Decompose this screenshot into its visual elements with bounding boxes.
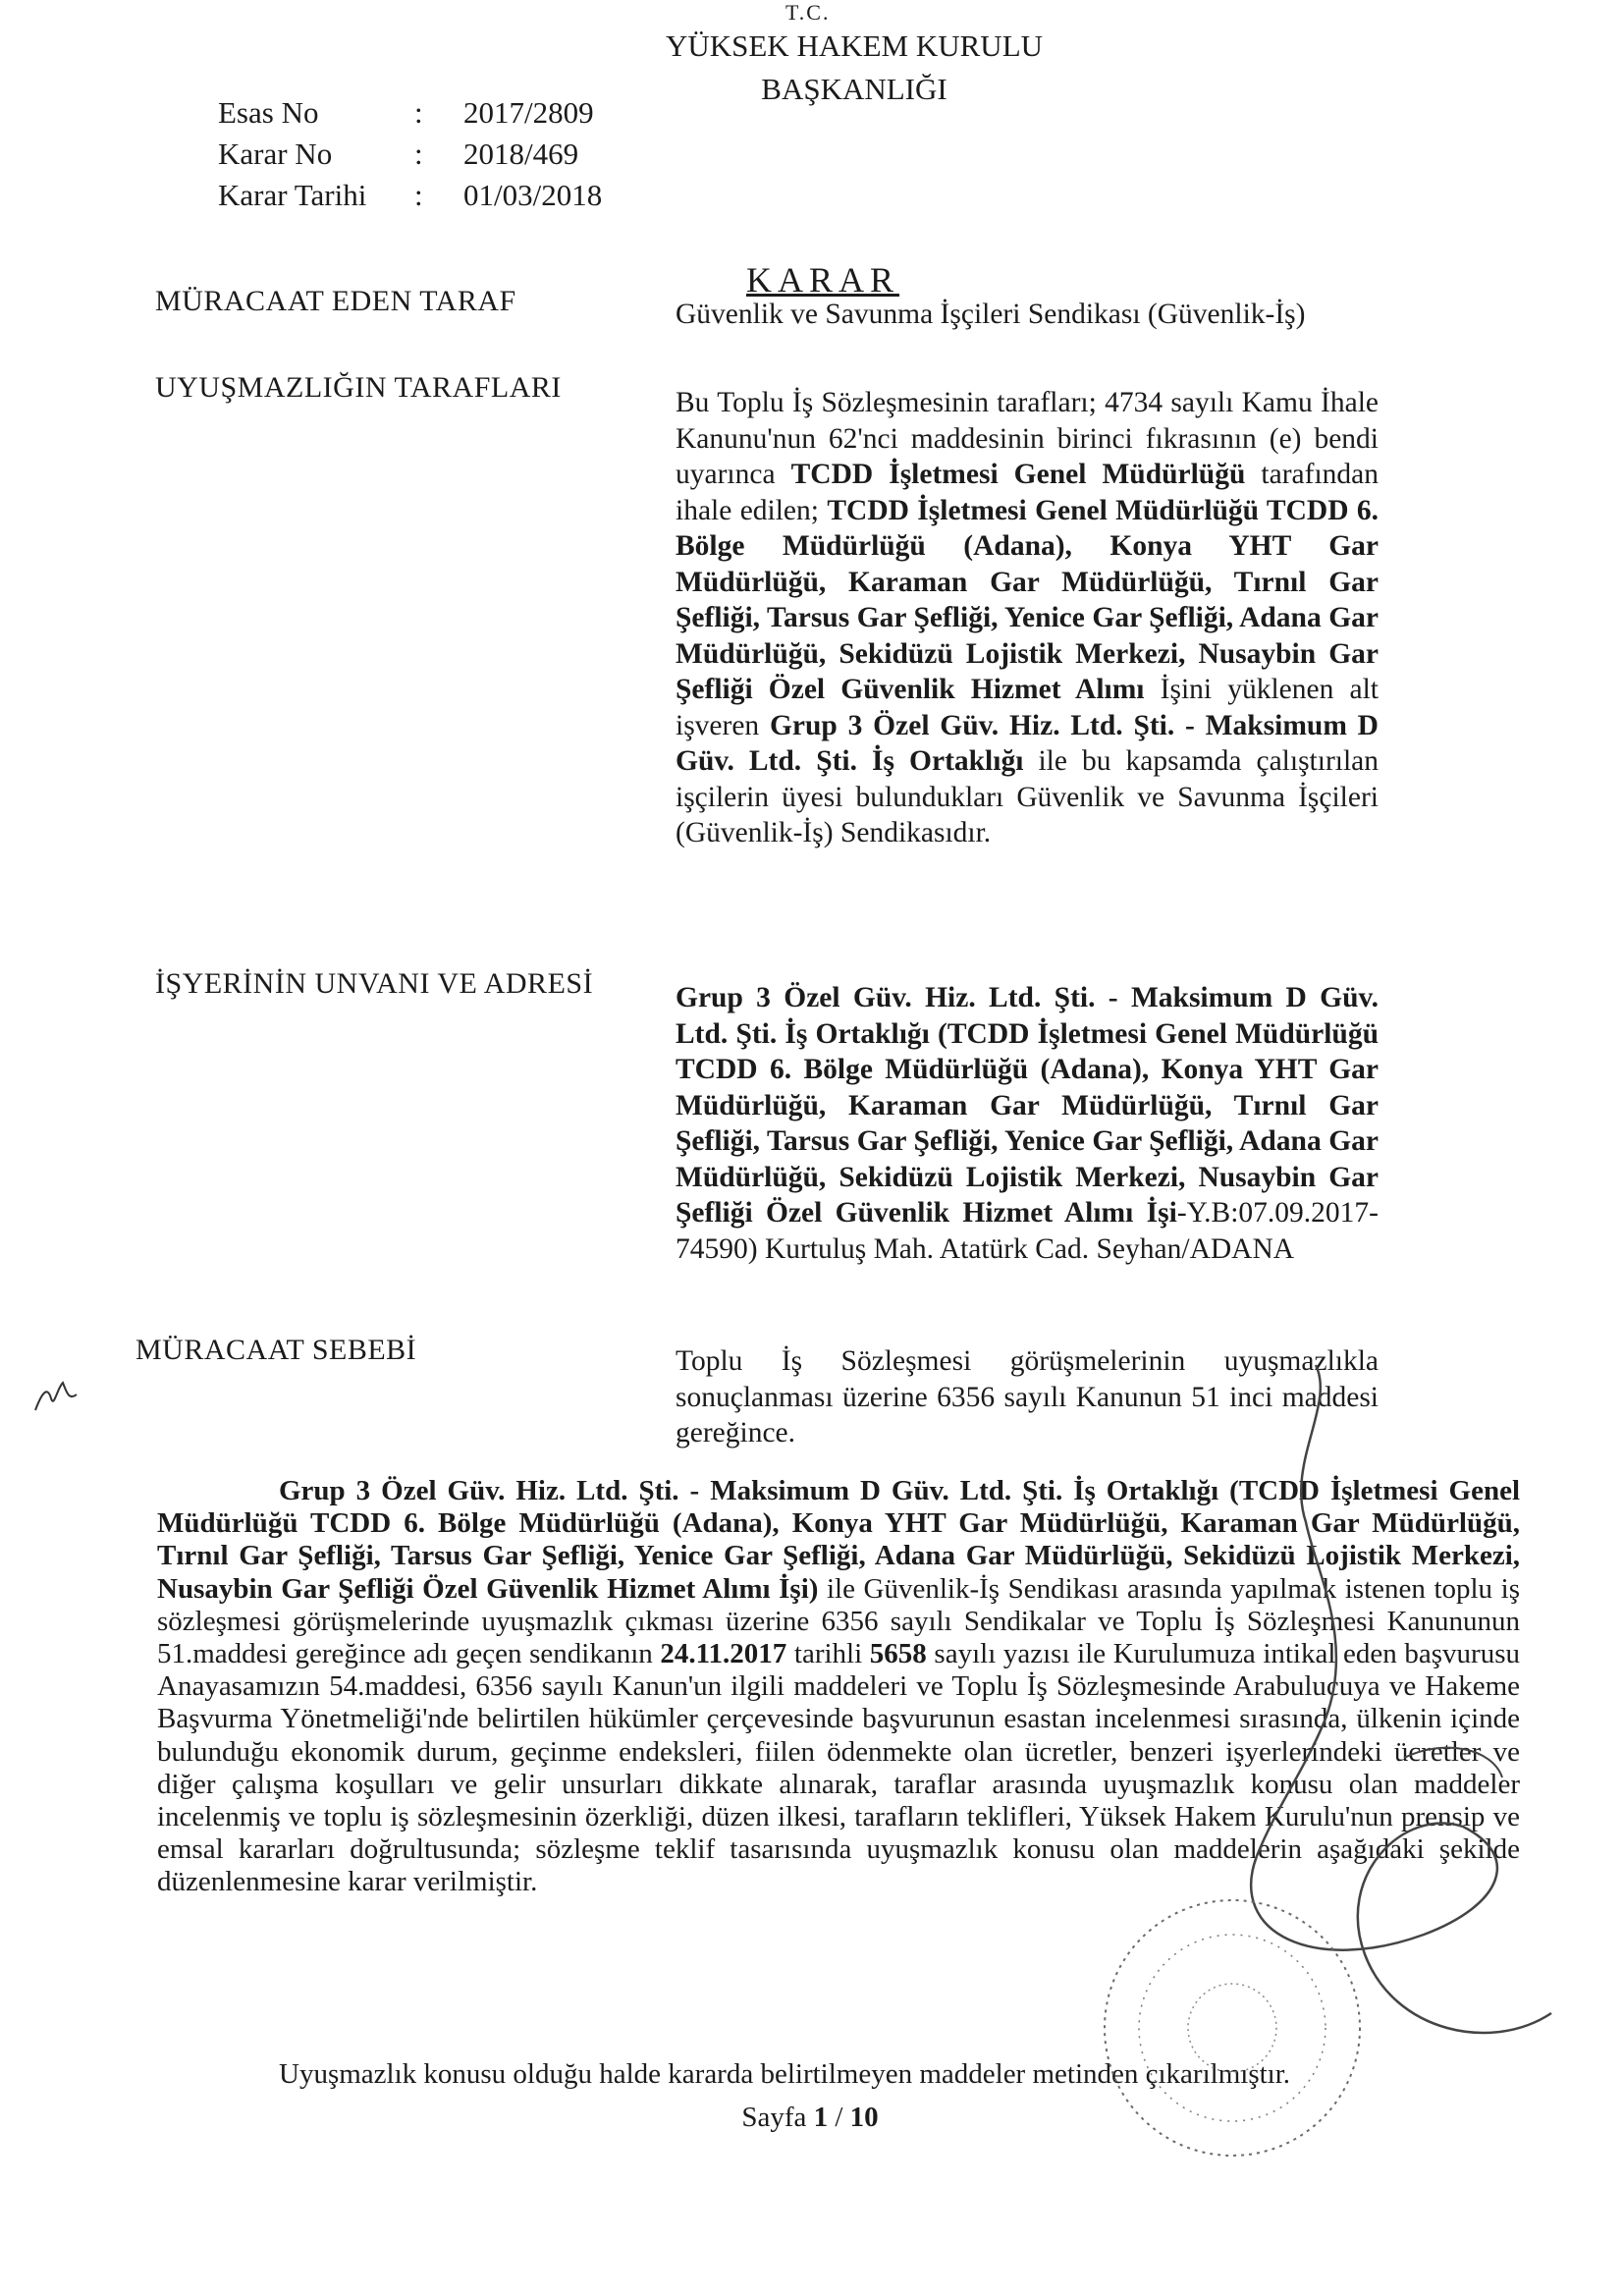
meta-label: Karar No — [218, 137, 333, 171]
page-prefix: Sayfa — [741, 2102, 814, 2133]
official-stamp-icon — [1065, 1871, 1399, 2195]
value-muracaat-eden: Güvenlik ve Savunma İşçileri Sendikası (Güvenlik-İş) — [676, 299, 1306, 330]
text-run: tarihli — [786, 1638, 870, 1670]
text-run: -Y.B:07.09.2017-74590) Kurtuluş Mah. Atatürk Cad. Seyhan/ADANA — [676, 1197, 1379, 1265]
label-isyeri-unvan-adres: İŞYERİNİN UNVANI VE ADRESİ — [155, 967, 594, 1000]
meta-colon: : — [414, 178, 423, 212]
page-total: 10 — [849, 2102, 879, 2133]
header-top-mark: T.C. — [785, 0, 831, 25]
meta-label: Karar Tarihi — [218, 178, 367, 212]
org-name-line1: YÜKSEK HAKEM KURULU — [665, 28, 1044, 63]
meta-colon: : — [414, 95, 423, 130]
label-muracaat-sebebi: MÜRACAAT SEBEBİ — [135, 1334, 417, 1366]
bold-run: 24.11.2017 — [660, 1638, 787, 1670]
text-run: ile bu kapsamda çalıştırılan işçilerin üyesi bulundukları Güvenlik ve Savunma İşçileri (Güvenlik-İş) Sendikasıdır. — [676, 745, 1379, 848]
margin-initials-icon — [27, 1365, 86, 1424]
page-sep: / — [828, 2102, 850, 2133]
text-run: ile Güvenlik-İş Sendikası arasında yapılmak istenen toplu iş sözleşmesi görüşmelerinde uyuşmazlık çıkması üzerine 6356 sayılı Sendikalar ve Toplu İş Sözleşmesi Kanununun 51.maddesi gereğince adı geçen sendikanın — [157, 1572, 1520, 1670]
meta-row-karar — [218, 134, 602, 175]
text-run: Bu Toplu İş Sözleşmesinin tarafları; 4734 sayılı Kamu İhale Kanunu'nun 62'nci maddesinin birinci fıkrasının (e) bendi uyarınca — [676, 387, 1379, 490]
org-name-line2: BAŞKANLIĞI — [761, 72, 947, 106]
meta-value: 2017/2809 — [463, 95, 594, 130]
text-run: İşini yüklenen alt işveren — [676, 674, 1379, 741]
label-muracaat-eden: MÜRACAAT EDEN TARAF — [155, 285, 516, 317]
page-number — [687, 2102, 933, 2134]
bold-run: Grup 3 Özel Güv. Hiz. Ltd. Şti. - Maksimum D Güv. Ltd. Şti. İş Ortaklığı — [676, 709, 1379, 777]
bold-run: TCDD İşletmesi Genel Müdürlüğü TCDD 6. Bölge Müdürlüğü (Adana), Konya YHT Gar Müdürlüğü, Karaman Gar Müdürlüğü, Tırnıl Gar Şefliği, Tarsus Gar Şefliği, Yenice Gar Şefliği, Adana Gar Müdürlüğü, Sekidüzü Lojistik Merkezi, Nusaybin Gar Şefliği Özel Güvenlik Hizmet Alımı — [676, 494, 1379, 705]
decision-title: KARAR — [746, 260, 900, 300]
meta-value: 01/03/2018 — [463, 178, 603, 212]
label-uyusmazlik-taraflari: UYUŞMAZLIĞIN TARAFLARI — [155, 371, 562, 404]
meta-colon: : — [414, 137, 423, 171]
text-run: tarafından ihale edilen; — [676, 459, 1379, 526]
bold-run: 5658 — [869, 1638, 927, 1670]
value-muracaat-sebebi: Toplu İş Sözleşmesi görüşmelerinin uyuşmazlıkla sonuçlanması üzerine 6356 sayılı Kanunun 51 inci maddesi gereğince. — [676, 1345, 1379, 1449]
value-isyeri-unvan-adres — [676, 980, 1379, 1267]
body-paragraph-2: Uyuşmazlık konusu olduğu halde kararda belirtilmeyen maddeler metinden çıkarılmıştır. — [279, 2058, 1291, 2090]
bold-run: TCDD İşletmesi Genel Müdürlüğü — [790, 459, 1246, 490]
meta-row-esas — [218, 92, 602, 134]
bold-run: Grup 3 Özel Güv. Hiz. Ltd. Şti. - Maksimum D Güv. Ltd. Şti. İş Ortaklığı (TCDD İşletmesi Genel Müdürlüğü TCDD 6. Bölge Müdürlüğü (Adana), Konya YHT Gar Müdürlüğü, Karaman Gar Müdürlüğü, Tırnıl Gar Şefliği, Tarsus Gar Şefliği, Yenice Gar Şefliği, Adana Gar Müdürlüğü, Sekidüzü Lojistik Merkezi, Nusaybin Gar Şefliği Özel Güvenlik Hizmet Alımı İşi) — [157, 1475, 1520, 1605]
bold-run: Grup 3 Özel Güv. Hiz. Ltd. Şti. - Maksimum D Güv. Ltd. Şti. İş Ortaklığı (TCDD İşletmesi Genel Müdürlüğü TCDD 6. Bölge Müdürlüğü (Adana), Konya YHT Gar Müdürlüğü, Karaman Gar Müdürlüğü, Tırnıl Gar Şefliği, Tarsus Gar Şefliği, Yenice Gar Şefliği, Adana Gar Müdürlüğü, Sekidüzü Lojistik Merkezi, Nusaybin Gar Şefliği Özel Güvenlik Hizmet Alımı İşi — [676, 982, 1379, 1229]
meta-label: Esas No — [218, 95, 319, 130]
meta-value: 2018/469 — [463, 137, 579, 171]
value-uyusmazlik-taraflari — [676, 385, 1379, 851]
case-meta — [218, 92, 602, 216]
page-current: 1 — [813, 2102, 829, 2133]
meta-row-tarih — [218, 175, 602, 216]
text-run: sayılı yazısı ile Kurulumuza intikal eden başvurusu Anayasamızın 54.maddesi, 6356 sayılı Kanun'un ilgili maddeleri ve Toplu İş Sözleşmesinde Arabulucuya ve Hakeme Başvurma Yönetmeliği'nde belirtilen hükümler çerçevesinde başvurunun esastan incelenmesi sırasında, ülkenin içinde bulunduğu ekonomik durum, geçinme endeksleri, fiilen ödenmekte olan ücretler, benzeri işyerlerindeki ücretler ve diğer çalışma koşulları ve gelir unsurları dikkate alınarak, taraflar arasında uyuşmazlık konusu olan maddeler incelenmiş ve toplu iş sözleşmesinin özerkliği, düzen ilkesi, tarafların teklifleri, Yüksek Hakem Kurulu'nun prensip ve emsal kararları doğrultusunda; sözleşme teklif tasarısında uyuşmazlık konusu olan maddelerin aşağıdaki şekilde düzenlenmesine karar verilmiştir. — [157, 1638, 1520, 1898]
